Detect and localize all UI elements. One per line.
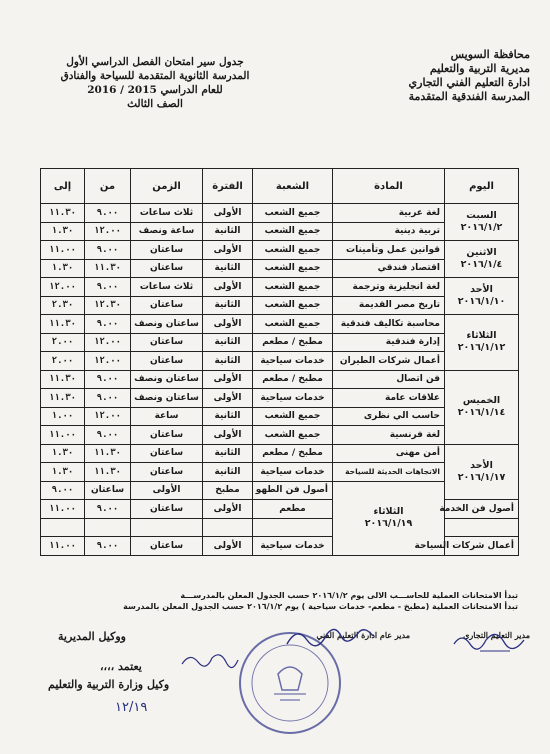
header-branch: الشعبة <box>253 169 333 204</box>
period-cell: الثانية <box>203 333 253 352</box>
branch-cell: مطبخ / مطعم <box>253 333 333 352</box>
period-cell: الأولى <box>203 537 253 556</box>
school-name: المدرسة الفندقية المتقدمة <box>408 90 530 103</box>
day-date: ٢٠١٦/١/١٤ <box>457 407 506 418</box>
signature-general-director: مدير عام ادارة التعليم الفني <box>316 630 410 640</box>
from-cell: ١٢.٣٠ <box>85 296 131 315</box>
from-cell: ١١.٣٠ <box>85 259 131 278</box>
branch-cell: جميع الشعب <box>253 278 333 297</box>
from-cell: ١٢.٠٠ <box>85 333 131 352</box>
duration-cell: ساعتان <box>131 537 203 556</box>
period-cell: الأولى <box>203 426 253 445</box>
from-cell: ٩.٠٠ <box>85 389 131 408</box>
duration-cell: ساعتان <box>131 259 203 278</box>
to-cell: ١١.٣٠ <box>41 204 85 223</box>
branch-cell: مطبخ <box>203 481 253 500</box>
to-cell: ١١.٠٠ <box>41 500 85 519</box>
period-cell: الأولى <box>203 370 253 389</box>
period-cell: الثانية <box>203 296 253 315</box>
note-hospitality-practical: تبدأ الامتحانات العملية (مطبخ - مطعم- خدمات سياحية ) يوم ٢٠١٦/١/٢ حسب الجدول المعلن بالمدرسة <box>123 602 518 611</box>
subject-cell: إدارة فندقية <box>333 333 445 352</box>
period-cell: الأولى <box>203 278 253 297</box>
directorate-name: مديرية التربية والتعليم <box>429 62 530 75</box>
schedule-title: جدول سير امتحان الفصل الدراسي الأول <box>66 56 244 68</box>
subject-cell: قوانين عمل وتأمينات <box>333 241 445 260</box>
administration-name: ادارة التعليم الفني التجاري <box>408 76 530 89</box>
day-date: ٢٠١٦/١/١٧ <box>457 471 506 483</box>
subject-cell: أصول فن الطهو <box>253 481 333 500</box>
from-cell: ٩.٠٠ <box>85 370 131 389</box>
duration-cell: ساعة ونصف <box>131 222 203 241</box>
branch-cell: خدمات سياحية <box>253 537 333 556</box>
from-cell: ٩.٠٠ <box>85 278 131 297</box>
signature-deputy-minister: وكيل وزارة التربية والتعليم <box>48 678 170 691</box>
from-cell: ٩.٠٠ <box>41 481 85 500</box>
period-cell: الأولى <box>203 500 253 519</box>
table-header-row <box>41 169 519 204</box>
subject-cell: أعمال شركات السياحة <box>445 537 519 556</box>
subject-cell: لغة عربية <box>333 204 445 223</box>
document-page <box>30 10 530 745</box>
period-cell: الأولى <box>203 241 253 260</box>
to-cell: ١.٣٠ <box>41 259 85 278</box>
subject-cell: اقتصاد فندقي <box>333 259 445 278</box>
to-cell: ١.٣٠ <box>41 444 85 463</box>
to-cell: ١١.٠٠ <box>41 537 85 556</box>
table-row <box>41 278 519 297</box>
duration-cell: ساعتان <box>131 296 203 315</box>
from-cell: ١٢.٠٠ <box>85 352 131 371</box>
duration-cell: ساعتان ونصف <box>131 315 203 334</box>
duration-cell: ساعة <box>131 407 203 426</box>
table-row <box>41 315 519 334</box>
period-cell: الثانية <box>203 407 253 426</box>
to-cell: ١.٠٠ <box>41 407 85 426</box>
day-date: ٢٠١٦/١/٢ <box>460 222 503 233</box>
period-cell: الأولى <box>203 315 253 334</box>
from-cell: ١٢.٠٠ <box>85 407 131 426</box>
ministry-header <box>320 48 530 104</box>
branch-cell: جميع الشعب <box>253 296 333 315</box>
period-cell: الثانية <box>203 463 253 482</box>
subject-cell: تربية دينية <box>333 222 445 241</box>
header-day: اليوم <box>445 169 519 204</box>
period-cell: الثانية <box>203 259 253 278</box>
day-name: الأحد <box>470 284 493 295</box>
table-row <box>41 500 519 519</box>
to-cell: ١١.٠٠ <box>41 426 85 445</box>
day-date: ٢٠١٦/١/١٠ <box>457 296 506 307</box>
signature-scribble-icon <box>285 622 375 652</box>
to-cell: ١.٣٠ <box>41 463 85 482</box>
from-cell: ٩.٠٠ <box>85 204 131 223</box>
from-cell: ٩.٠٠ <box>85 315 131 334</box>
branch-cell: جميع الشعب <box>253 241 333 260</box>
day-name: الأحد <box>470 459 493 471</box>
subject-cell: أصول فن الخدمة <box>445 500 519 519</box>
signature-scribble-director-icon <box>450 626 530 656</box>
to-cell <box>41 518 85 537</box>
day-date: ٢٠١٦/١/٤ <box>460 259 503 270</box>
practical-exams-notes <box>48 590 518 612</box>
header-duration: الزمن <box>131 169 203 204</box>
branch-cell: جميع الشعب <box>253 407 333 426</box>
subject-cell: لغة انجليزية وترجمة <box>333 278 445 297</box>
note-computer-practical: تبدأ الامتحانات العملية للحاســـب الالى يوم ٢٠١٦/١/٢ حسب الجدول المعلن بالمدرســـة <box>180 591 518 600</box>
to-cell: ١١.٣٠ <box>41 389 85 408</box>
to-cell: ١١.٠٠ <box>41 241 85 260</box>
subject-cell: محاسبة تكاليف فندقية <box>333 315 445 334</box>
header-from: من <box>85 169 131 204</box>
duration-cell: ساعتان <box>85 481 131 500</box>
from-cell: ١٢.٠٠ <box>85 222 131 241</box>
signature-scribble-admin-icon <box>180 650 240 672</box>
subject-cell: علاقات عامة <box>333 389 445 408</box>
period-cell: الأولى <box>131 481 203 500</box>
branch-cell: خدمات سياحية <box>253 389 333 408</box>
signature-commercial-director: مدير التعليم التجارى <box>463 630 530 640</box>
subject-cell: الاتجاهات الحديثة للسياحة <box>333 463 445 482</box>
handwritten-approval-date: ١٢/١٩ <box>115 700 148 715</box>
from-cell: ٩.٠٠ <box>85 500 131 519</box>
duration-cell: ساعتان <box>131 500 203 519</box>
header-period: الفترة <box>203 169 253 204</box>
day-name: الثلاثاء <box>466 330 497 342</box>
table-row <box>41 204 519 223</box>
day-name: السبت <box>466 210 497 221</box>
day-date: ٢٠١٦/١/١٩ <box>364 518 413 529</box>
day-cell <box>445 241 519 278</box>
day-name: الاثنين <box>466 247 497 258</box>
branch-cell: جميع الشعب <box>253 426 333 445</box>
duration-cell: ساعتان ونصف <box>131 389 203 408</box>
duration-cell: ساعتان <box>131 241 203 260</box>
period-cell: الثانية <box>203 222 253 241</box>
subject-cell: حاسب الي نظرى <box>333 407 445 426</box>
to-cell: ٢.٠٠ <box>41 333 85 352</box>
grade-level: الصف الثالث <box>127 98 183 110</box>
duration-cell <box>131 518 203 537</box>
to-cell: ١١.٣٠ <box>41 315 85 334</box>
subject-cell <box>445 518 519 537</box>
duration-cell: ساعتان <box>131 426 203 445</box>
table-row <box>41 241 519 260</box>
duration-cell: ثلاث ساعات <box>131 278 203 297</box>
duration-cell: ساعتان <box>131 463 203 482</box>
branch-cell: خدمات سياحية <box>253 463 333 482</box>
branch-cell: مطبخ / مطعم <box>253 444 333 463</box>
from-cell <box>85 518 131 537</box>
branch-cell: جميع الشعب <box>253 315 333 334</box>
header-to: إلى <box>41 169 85 204</box>
to-cell: ٢.٠٠ <box>41 352 85 371</box>
day-cell <box>445 204 519 241</box>
subject-cell: أمن مهنى <box>333 444 445 463</box>
table-row <box>41 370 519 389</box>
schedule-title-block <box>40 55 270 111</box>
period-cell: الثانية <box>203 352 253 371</box>
day-name: الثلاثاء <box>373 506 404 517</box>
day-cell <box>445 444 519 500</box>
branch-cell: مطعم <box>253 500 333 519</box>
to-cell: ١.٣٠ <box>41 222 85 241</box>
duration-cell: ساعتان <box>131 333 203 352</box>
branch-cell: جميع الشعب <box>253 204 333 223</box>
header-subject: المادة <box>333 169 445 204</box>
branch-cell: خدمات سياحية <box>253 352 333 371</box>
duration-cell: ساعتان <box>131 352 203 371</box>
table-row <box>41 444 519 463</box>
table-row <box>41 518 519 537</box>
day-cell <box>445 370 519 444</box>
approval-label: يعتمد ،،،، <box>100 660 142 673</box>
school-full-name: المدرسة الثانوية المتقدمة للسياحة والفنادق <box>60 70 250 82</box>
from-cell: ٩.٠٠ <box>85 426 131 445</box>
to-cell: ١٢.٠٠ <box>41 278 85 297</box>
branch-cell: مطبخ / مطعم <box>253 370 333 389</box>
period-cell: الأولى <box>203 204 253 223</box>
day-name: الخميس <box>462 395 501 406</box>
academic-year: للعام الدراسي 2015 / 2016 <box>87 84 223 96</box>
branch-cell: جميع الشعب <box>253 259 333 278</box>
period-cell: الأولى <box>203 389 253 408</box>
day-cell <box>445 315 519 371</box>
subject-cell: فن اتصال <box>333 370 445 389</box>
period-cell <box>203 518 253 537</box>
from-cell: ٩.٠٠ <box>85 241 131 260</box>
duration-cell: ساعتان <box>131 444 203 463</box>
from-cell: ٩.٠٠ <box>85 537 131 556</box>
period-cell: الثانية <box>203 444 253 463</box>
from-cell: ١١.٣٠ <box>85 463 131 482</box>
branch-cell: جميع الشعب <box>253 222 333 241</box>
from-cell: ١١.٣٠ <box>85 444 131 463</box>
duration-cell: ساعتان ونصف <box>131 370 203 389</box>
subject-cell: تاريخ مصر القديمة <box>333 296 445 315</box>
subject-cell: لغة فرنسية <box>333 426 445 445</box>
to-cell: ١١.٣٠ <box>41 370 85 389</box>
governorate-name: محافظة السويس <box>450 48 530 61</box>
day-cell <box>445 278 519 315</box>
exam-schedule-table <box>40 168 519 556</box>
branch-cell <box>253 518 333 537</box>
subject-cell: أعمال شركات الطيران <box>333 352 445 371</box>
to-cell: ٢.٣٠ <box>41 296 85 315</box>
day-date: ٢٠١٦/١/١٢ <box>457 342 506 354</box>
table-row <box>41 537 519 556</box>
signature-deputy-directorate: ووكيل المديرية <box>58 630 126 643</box>
duration-cell: ثلاث ساعات <box>131 204 203 223</box>
table-body <box>41 204 519 556</box>
